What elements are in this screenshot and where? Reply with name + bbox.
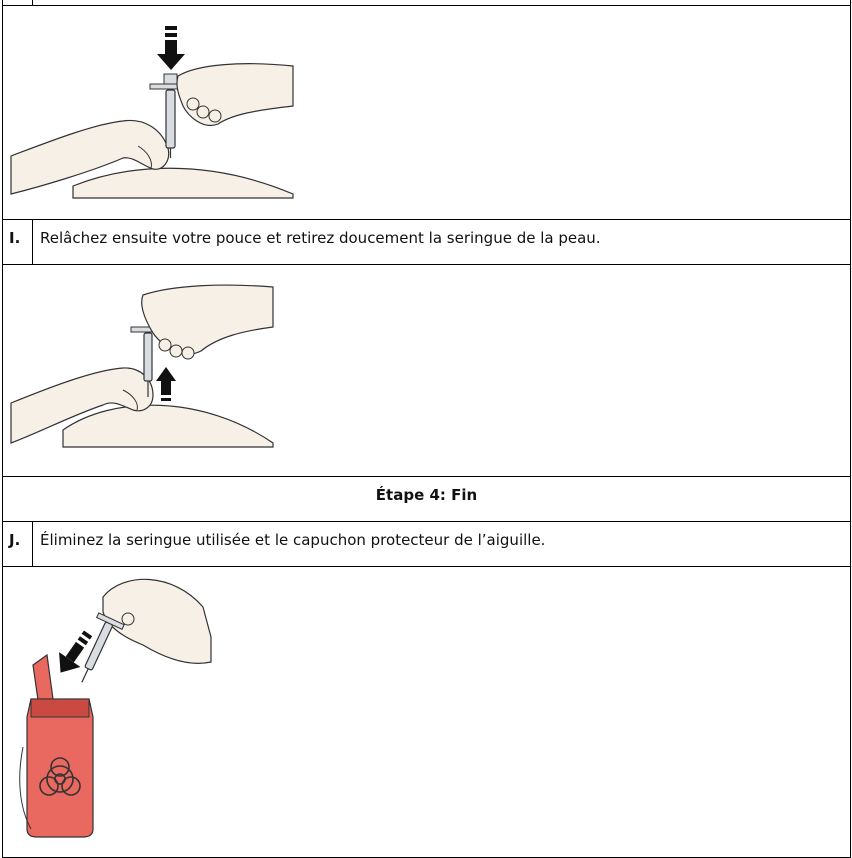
knuckle-2 xyxy=(170,345,182,357)
knuckle-1 xyxy=(187,98,199,110)
arrow-dash-1 xyxy=(165,26,177,30)
arrow-shaft xyxy=(165,40,177,54)
container-rim xyxy=(31,699,89,717)
knuckle-3 xyxy=(182,347,194,359)
instruction-table-wrapper xyxy=(2,0,850,858)
hand xyxy=(103,579,211,663)
step-text-i: Relâchez ensuite votre pouce et retirez doucement la seringue de la peau. xyxy=(33,220,851,265)
right-hand xyxy=(177,64,293,126)
knuckle-1 xyxy=(159,339,171,351)
arrow-dash-2 xyxy=(78,636,88,645)
skin-surface xyxy=(63,405,273,447)
step-letter-i: I. xyxy=(3,220,33,265)
knuckle-3 xyxy=(209,110,221,122)
arrow-dash-1 xyxy=(82,630,92,639)
section-heading: Étape 4: Fin xyxy=(3,477,851,522)
arrow-shaft xyxy=(161,381,171,395)
section-heading-row xyxy=(3,477,851,522)
syringe-barrel xyxy=(85,622,113,671)
instruction-table xyxy=(2,0,851,858)
plunger-head xyxy=(164,74,177,84)
step-row-j xyxy=(3,522,851,567)
syringe-barrel xyxy=(144,333,152,381)
dispose-syringe-illustration xyxy=(3,567,223,852)
arrow-dash xyxy=(161,398,171,401)
syringe-needle xyxy=(82,669,88,683)
thumb-tip xyxy=(122,613,134,625)
illustration-row-dispose xyxy=(3,567,851,858)
press-plunger-illustration xyxy=(3,6,303,218)
step-row-i xyxy=(3,220,851,265)
withdraw-syringe-illustration xyxy=(3,265,283,475)
illustration-row-press xyxy=(3,6,851,220)
sharps-container xyxy=(27,699,93,837)
up-arrow-icon xyxy=(156,367,176,381)
down-arrow-icon xyxy=(157,54,185,70)
illustration-row-withdraw xyxy=(3,265,851,477)
syringe-barrel xyxy=(166,90,175,148)
skin-surface xyxy=(73,168,293,198)
illustration-cell-press xyxy=(3,6,851,220)
illustration-cell-withdraw xyxy=(3,265,851,477)
arrow-dash-2 xyxy=(165,33,177,37)
knuckle-2 xyxy=(197,106,209,118)
illustration-cell-dispose xyxy=(3,567,851,858)
step-text-j: Éliminez la seringue utilisée et le capuchon protecteur de l’aiguille. xyxy=(33,522,851,567)
step-letter-j: J. xyxy=(3,522,33,567)
